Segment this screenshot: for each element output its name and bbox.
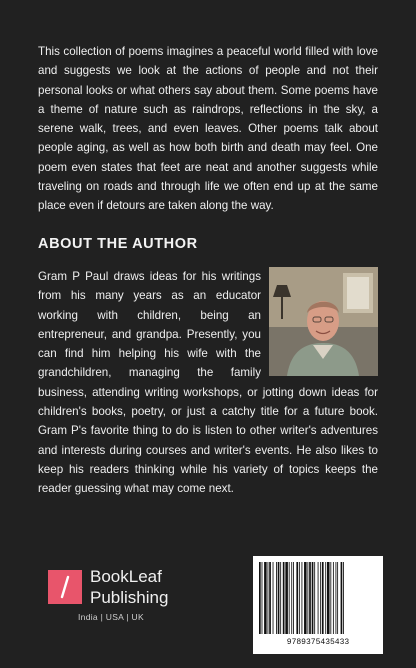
isbn-number: 9789375435433 xyxy=(286,638,350,647)
author-photo xyxy=(269,267,378,376)
back-cover-blurb: This collection of poems imagines a peaceful world filled with love and suggests we look at the actions of people and not their personal looks or what others say about them. Some poems have a theme of nature such as raindrops, reflections in the sky, a serene walk, trees, and even leaves. Other poems talk about people aging, as well as how both birth and death may feel. One poem even states that feet are neat and another suggests while traveling on roads and through life we often end up at the same place even if detours are taken along the way. xyxy=(38,45,378,213)
publisher-name xyxy=(90,566,168,608)
author-bio-text: Gram P Paul draws ideas for his writings from his many years as an educator working with children, being an entrepreneur, and grandpa. Presently, you can find him helping his wife with the grandchildren, managing the family business, attending writing workshops, or jotting down ideas for children's books, poetry, or just a catchy title for a future book. Gram P's favorite thing to do is listen to other writer's adventures and interests during courses and writer's events. He also likes to keep his readers thinking while his variety of topics keeps the reader guessing what may come next. xyxy=(38,270,378,496)
about-author-heading: ABOUT THE AUTHOR xyxy=(38,236,198,252)
barcode-bars xyxy=(253,556,383,638)
isbn-barcode xyxy=(253,556,383,654)
publisher-countries: India | USA | UK xyxy=(78,612,144,622)
bookleaf-slash-icon xyxy=(48,570,82,604)
publisher-logo xyxy=(48,566,208,646)
publisher-name-line2: Publishing xyxy=(90,588,169,607)
author-bio-section xyxy=(38,267,378,499)
publisher-name-line1: BookLeaf xyxy=(90,567,162,586)
